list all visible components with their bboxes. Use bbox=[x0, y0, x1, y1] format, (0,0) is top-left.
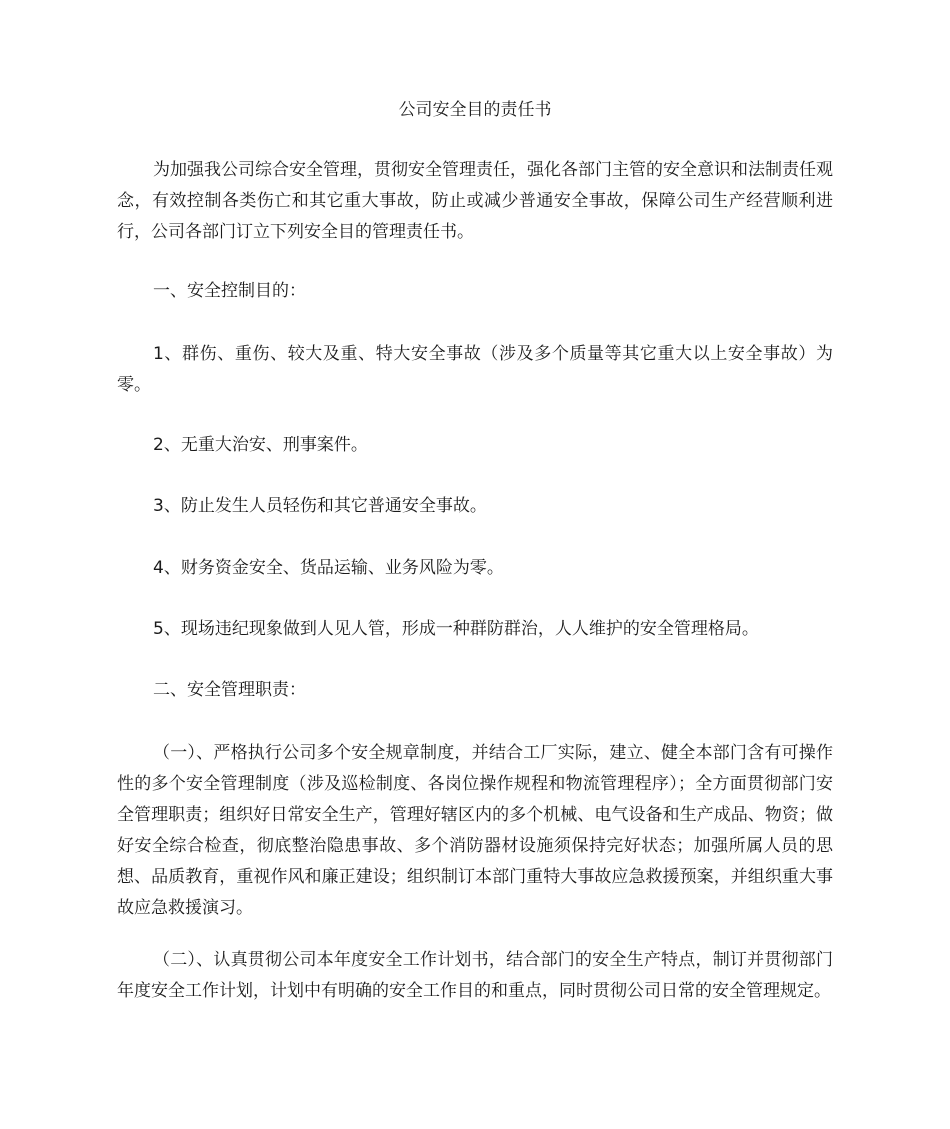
goal-item: 4、财务资金安全、货品运输、业务风险为零。 bbox=[153, 558, 504, 578]
goal-item: 5、现场违纪现象做到人见人管，形成一种群防群治，人人维护的安全管理格局。 bbox=[153, 619, 759, 639]
duty-paragraph: （二）、认真贯彻公司本年度安全工作计划书，结合部门的安全生产特点，制订并贯彻部门年度安全工作计划，计划中有明确的安全工作目的和重点，同时贯彻公司日常的安全管理规定。 bbox=[117, 950, 833, 1001]
section-heading-management-duties: 二、安全管理职责： bbox=[153, 680, 306, 700]
goal-item: 1、群伤、重伤、较大及重、特大安全事故（涉及多个质量等其它重大以上安全事故）为零。 bbox=[117, 344, 833, 395]
section-heading-control-goals: 一、安全控制目的： bbox=[153, 281, 306, 301]
goal-item: 3、防止发生人员轻伤和其它普通安全事故。 bbox=[153, 496, 487, 516]
goal-item: 2、无重大治安、刑事案件。 bbox=[153, 435, 368, 455]
intro-paragraph: 为加强我公司综合安全管理，贯彻安全管理责任，强化各部门主管的安全意识和法制责任观念，有效控制各类伤亡和其它重大事故，防止或减少普通安全事故，保障公司生产经营顺利进行，公司各部门订立下列安全目的管理责任书。 bbox=[117, 160, 833, 242]
duty-paragraph: （一）、严格执行公司多个安全规章制度，并结合工厂实际，建立、健全本部门含有可操作性的多个安全管理制度（涉及巡检制度、各岗位操作规程和物流管理程序）；全方面贯彻部门安全管理职责；组织好日常安全生产，管理好辖区内的多个机械、电气设备和生产成品、物资；做好安全综合检查，彻底整治隐患事故、多个消防器材设施须保持完好状态；加强所属人员的思想、品质教育，重视作风和廉正建设；组织制订本部门重特大事故应急救援预案，并组织重大事故应急救援演习。 bbox=[117, 743, 833, 918]
document-title: 公司安全目的责任书 bbox=[398, 100, 552, 120]
